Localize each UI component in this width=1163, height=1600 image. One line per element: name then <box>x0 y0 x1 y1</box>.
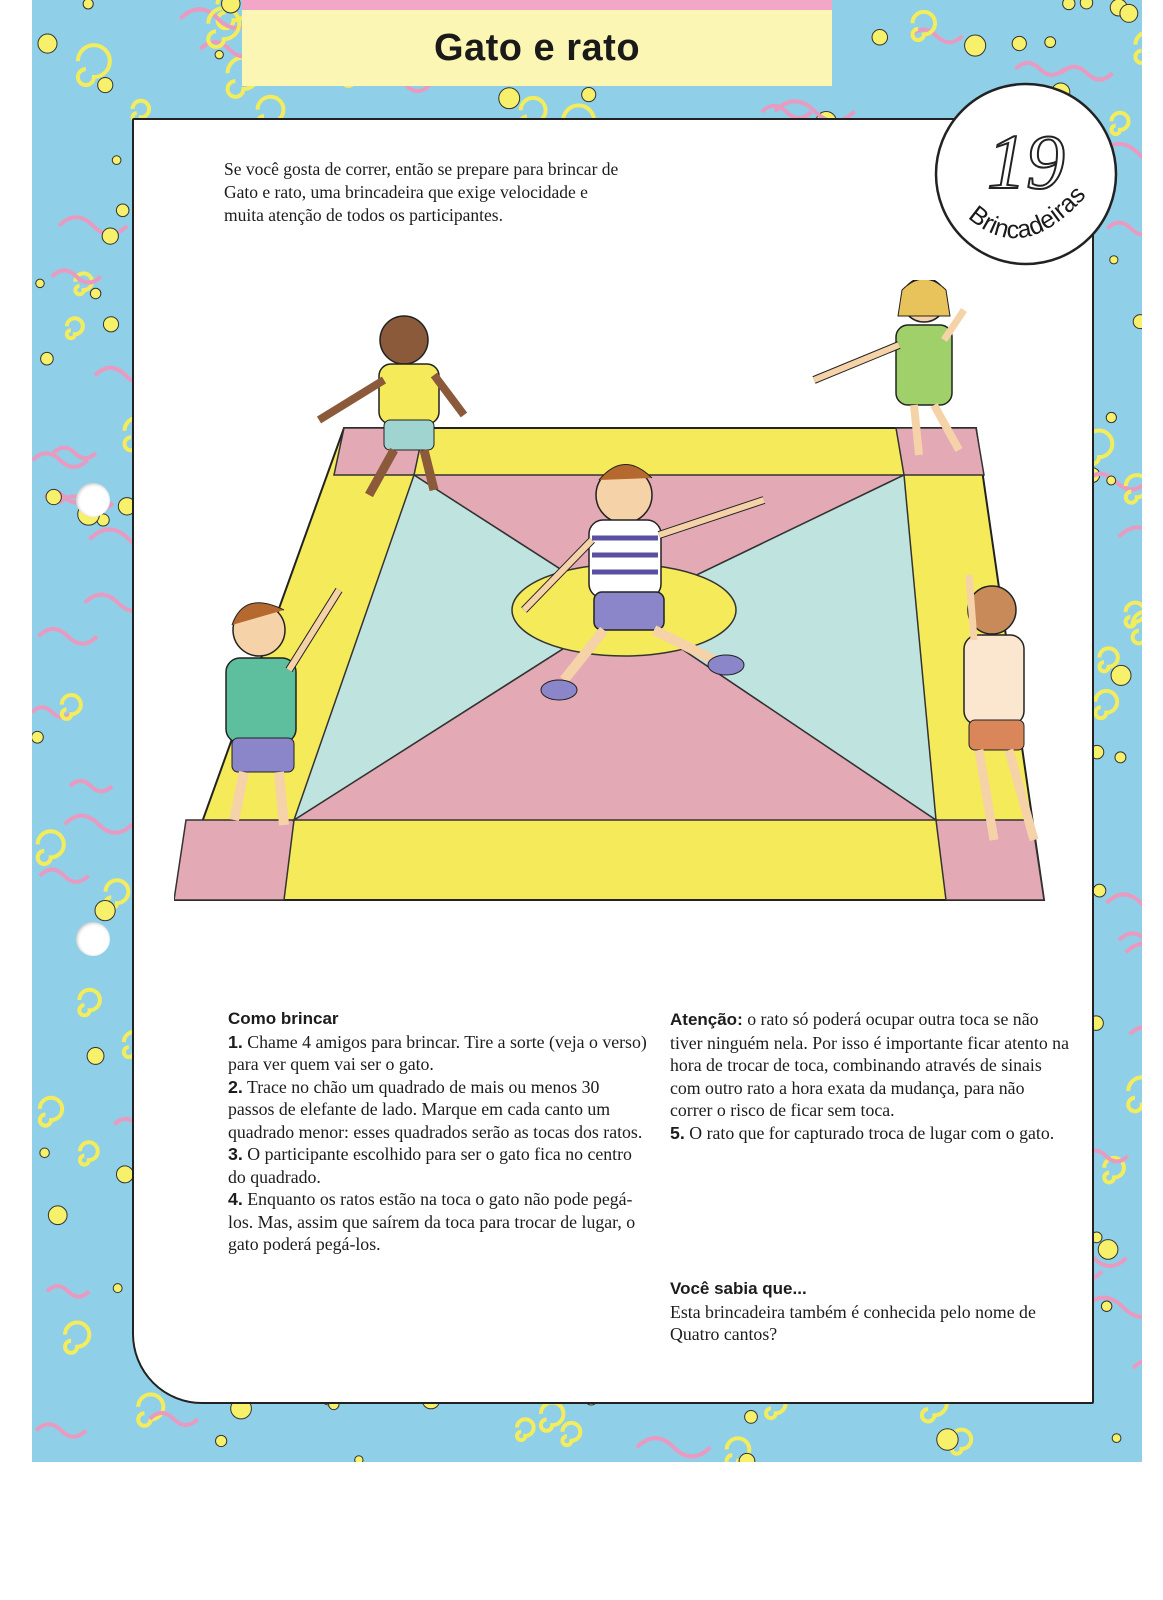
confetti-shape <box>1133 315 1142 329</box>
confetti-shape <box>355 1456 363 1462</box>
confetti-shape <box>1133 1360 1142 1376</box>
trivia-heading: Você sabia que... <box>670 1279 807 1298</box>
confetti-shape <box>138 1394 163 1425</box>
confetti-shape <box>872 30 888 46</box>
intro-text: Se você gosta de correr, então se prepare para brincar de Gato e rato, uma brincadeira que exige velocidade e muita atenção de todos os participantes. <box>224 159 619 225</box>
step-number: 5. <box>670 1122 685 1143</box>
confetti-shape <box>762 106 811 118</box>
how-to-play-heading: Como brincar <box>228 1009 339 1028</box>
step-number: 4. <box>228 1189 243 1209</box>
trivia-text: Esta brincadeira também é conhecida pelo nome de Quatro cantos? <box>670 1301 1036 1344</box>
step-number: 3. <box>228 1144 243 1164</box>
confetti-shape <box>562 1423 580 1445</box>
confetti-shape <box>1111 665 1131 685</box>
confetti-shape <box>103 317 118 332</box>
confetti-shape <box>83 0 93 9</box>
confetti-shape <box>79 990 100 1016</box>
attention-column <box>670 1008 1070 1144</box>
attention-note <box>670 1008 1070 1122</box>
step-text: Trace no chão um quadrado de mais ou menos 30 passos de elefante de lado. Marque em cada canto um quadrado menor: esses quadrados serão as tocas dos ratos. <box>228 1076 643 1142</box>
title-banner <box>242 0 832 86</box>
den-top-right <box>896 428 984 475</box>
confetti-shape <box>102 228 118 244</box>
confetti-shape <box>637 1438 710 1456</box>
confetti-shape <box>36 1424 86 1436</box>
confetti-shape <box>1093 884 1106 897</box>
confetti-shape <box>1063 0 1075 10</box>
step-3 <box>228 1143 648 1188</box>
step-text: Chame 4 amigos para brincar. Tire a sorte (veja o verso) para ver quem vai ser o gato. <box>228 1031 647 1074</box>
trivia-box <box>670 1278 1070 1346</box>
confetti-shape <box>40 1148 50 1158</box>
confetti-shape <box>1061 67 1112 80</box>
step-4 <box>228 1188 648 1256</box>
step-5 <box>670 1122 1070 1145</box>
step-text: O participante escolhido para ser o gato fica no centro do quadrado. <box>228 1144 632 1187</box>
confetti-shape <box>541 1403 564 1431</box>
confetti-shape <box>67 318 83 338</box>
confetti-shape <box>582 88 596 102</box>
step-2 <box>228 1076 648 1144</box>
confetti-shape <box>65 1322 89 1352</box>
series-badge <box>932 80 1120 268</box>
step-1 <box>228 1031 648 1076</box>
confetti-shape <box>1119 527 1142 546</box>
confetti-shape <box>112 156 121 165</box>
confetti-shape <box>53 448 96 459</box>
confetti-shape <box>1133 612 1142 644</box>
confetti-shape <box>46 489 61 504</box>
attention-text: o rato só poderá ocupar outra toca se não tiver ninguém nela. Por isso é importante ficar atento na hora de trocar de toca, combinando através de sinais com outro rato a hora exata da mudança, para não correr o risco de ficar sem toca. <box>670 1009 1069 1120</box>
confetti-shape <box>90 288 100 298</box>
confetti-shape <box>40 1098 62 1126</box>
attention-label: Atenção: <box>670 1010 743 1029</box>
confetti-shape <box>912 12 935 40</box>
confetti-shape <box>1080 0 1092 9</box>
confetti-shape <box>1120 4 1138 22</box>
confetti-shape <box>48 1206 67 1225</box>
confetti-shape <box>65 816 133 833</box>
confetti-shape <box>215 51 223 59</box>
confetti-shape <box>70 781 112 792</box>
confetti-shape <box>1016 63 1064 75</box>
confetti-shape <box>517 1419 534 1440</box>
badge-label-path: Brincadeiras <box>963 180 1092 245</box>
confetti-shape <box>41 352 54 365</box>
confetti-shape <box>116 204 129 217</box>
confetti-shape <box>38 831 64 864</box>
confetti-shape <box>32 731 43 743</box>
confetti-shape <box>1135 32 1142 63</box>
confetti-shape <box>47 1286 89 1297</box>
binder-hole-bottom <box>76 922 110 956</box>
confetti-shape <box>80 1142 98 1164</box>
confetti-shape <box>1045 37 1056 48</box>
confetti-shape <box>38 34 57 53</box>
confetti-shape <box>1128 1077 1142 1111</box>
confetti-shape <box>937 1429 958 1450</box>
confetti-shape <box>98 77 113 92</box>
page-border-frame <box>32 0 1142 1462</box>
confetti-shape <box>95 900 115 920</box>
confetti-shape <box>113 1284 122 1293</box>
confetti-shape <box>216 1435 227 1446</box>
confetti-shape <box>1098 1240 1118 1260</box>
confetti-shape <box>116 1166 133 1183</box>
confetti-shape <box>499 88 520 109</box>
step-number: 1. <box>228 1031 243 1052</box>
binder-hole-top <box>76 483 110 517</box>
how-to-play-column <box>228 1008 648 1256</box>
badge-number: 19 <box>987 118 1065 205</box>
confetti-shape <box>1106 412 1116 422</box>
confetti-shape <box>1101 1301 1111 1311</box>
step-number: 2. <box>228 1076 243 1097</box>
confetti-shape <box>965 35 986 56</box>
confetti-shape <box>1130 1027 1142 1041</box>
page-title: Gato e rato <box>433 26 641 69</box>
confetti-shape <box>38 629 97 644</box>
confetti-shape <box>1112 1434 1121 1443</box>
confetti-shape <box>739 1453 755 1462</box>
confetti-shape <box>36 279 44 287</box>
confetti-shape <box>1115 752 1126 763</box>
confetti-shape <box>1095 691 1117 718</box>
confetti-shape <box>1106 894 1142 911</box>
content-panel <box>132 118 1094 1404</box>
den-bottom-left <box>174 820 294 900</box>
confetti-shape <box>40 870 89 882</box>
step-text: O rato que for capturado troca de lugar com o gato. <box>689 1122 1055 1143</box>
confetti-shape <box>745 1411 758 1424</box>
confetti-shape <box>1012 36 1026 50</box>
confetti-shape <box>1126 944 1142 961</box>
game-field-illustration <box>174 280 1054 920</box>
confetti-shape <box>87 1048 104 1065</box>
step-text: Enquanto os ratos estão na toca o gato não pode pegá-los. Mas, assim que saírem da toca para trocar de lugar, o gato poderá pegá-los. <box>228 1189 636 1254</box>
confetti-shape <box>1107 476 1116 485</box>
